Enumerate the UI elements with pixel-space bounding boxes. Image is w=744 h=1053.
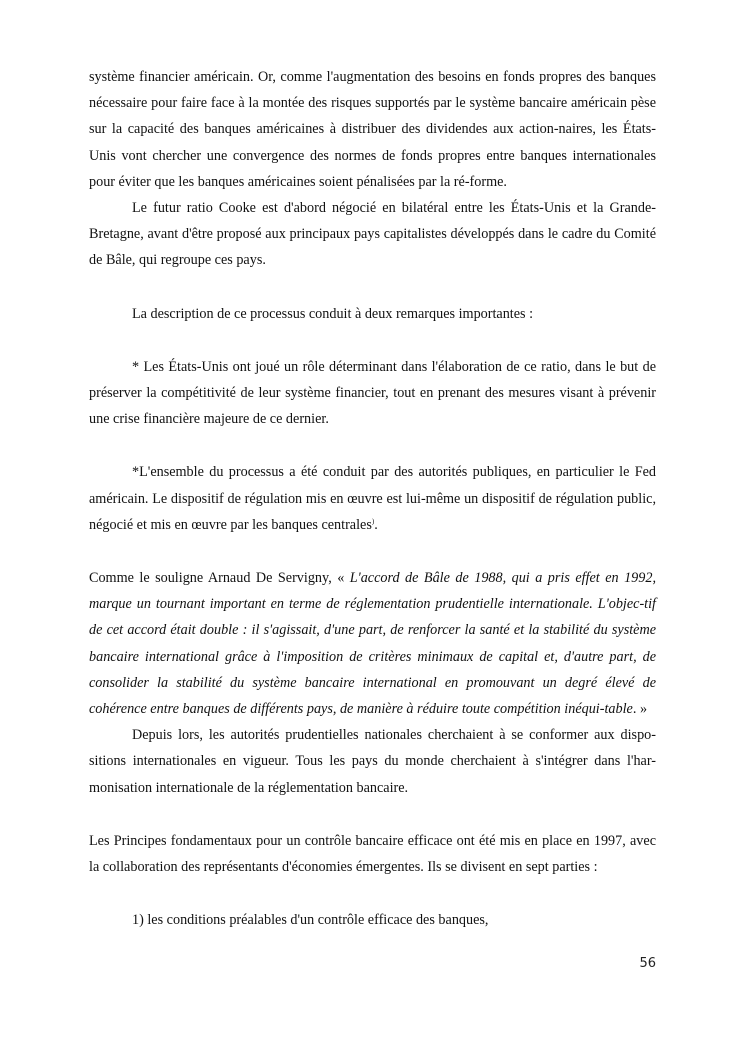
paragraph-8: Les Principes fondamentaux pour un contrôle bancaire efficace ont été mis en place en 1997, avec la collaboration des représentants d'économies émergentes. Ils se divisent en sept parties :	[89, 832, 656, 876]
paragraph-5-text: *L'ensemble du processus a été conduit par des autorités publiques, en particulier le Fed américain. Le dispositif de régulation mis en œuvre est lui-même un dispositif de régulation public, négocié et mis en œuvre par les banques centrales	[89, 464, 656, 533]
document-page	[89, 64, 656, 933]
paragraph-9: 1) les conditions préalables d'un contrôle efficace des banques,	[132, 912, 489, 929]
quote-lead: Comme le souligne Arnaud De Servigny, «	[89, 570, 350, 587]
paragraph-2: Le futur ratio Cooke est d'abord négocié en bilatéral entre les États-Unis et la Grande-Bretagne, avant d'être proposé aux principaux pays capitalistes développés dans le cadre du Comité de Bâle, qui regroupe ces pays.	[89, 200, 656, 269]
quote-end: . »	[632, 701, 648, 718]
paragraph-5	[89, 459, 656, 538]
paragraph-6	[89, 565, 656, 722]
paragraph-1: système financier américain. Or, comme l'augmentation des besoins en fonds propres des banques nécessaire pour faire face à la montée des risques supportés par le système bancaire américain pèse sur la capacité des banques américaines à distribuer des dividendes aux action-naires, les États-Unis vont chercher une convergence des normes de fonds propres entre banques internationales pour éviter que les banques américaines soient pénalisées par la ré-forme.	[89, 69, 656, 190]
paragraph-5-end: .	[374, 516, 378, 533]
paragraph-7: Depuis lors, les autorités prudentielles nationales cherchaient à se conformer aux dispo-sitions internationales en vigueur. Tous les pays du monde cherchaient à s'intégrer dans l'har-monisation internationale de la réglementation bancaire.	[89, 727, 656, 796]
paragraph-3: La description de ce processus conduit à deux remarques importantes :	[132, 305, 534, 322]
paragraph-4: * Les États-Unis ont joué un rôle déterminant dans l'élaboration de ce ratio, dans le but de préserver la compétitivité de leur système financier, tout en prenant des mesures visant à prévenir une crise financière majeure de ce dernier.	[89, 358, 656, 428]
quote-text: L'accord de Bâle de 1988, qui a pris effet en 1992, marque un tournant important en terme de réglementation prudentielle internationale. L'objec-tif de cet accord était double : il s'agissait, d'une part, de renforcer la santé et la stabilité du système bancaire international grâce à l'imposition de critères minimaux de capital et, d'autre part, de consolider la stabilité du système bancaire international en promouvant un degré élevé de cohérence entre banques de différents pays, de manière à réduire toute compétition inéqui-table	[89, 570, 656, 718]
footnote-marker[interactable]: )	[371, 517, 375, 526]
page-number: 56	[639, 956, 656, 971]
